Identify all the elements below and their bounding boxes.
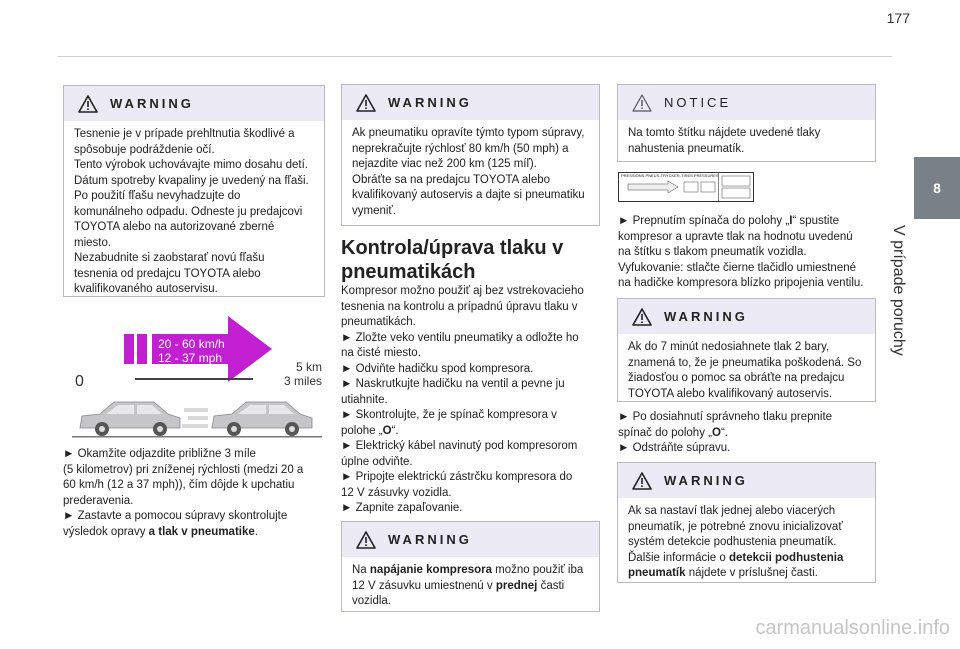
warning-triangle-icon bbox=[632, 472, 652, 490]
warning-title: WARNING bbox=[110, 96, 194, 111]
warning-box-sealant bbox=[63, 85, 325, 297]
page-number: 177 bbox=[886, 10, 910, 26]
tyre-pressure-label-image: PRESSIONS PNEUS-TRÝCKER-TIRES PRESSURES bbox=[618, 172, 754, 202]
warning-box-tpms bbox=[617, 462, 876, 583]
chapter-number: 8 bbox=[933, 180, 941, 196]
warning-text: Tesnenie je v prípade prehltnutia škodlivé a spôsobuje podráždenie očí. Tento výrobok uchovávajte mimo dosahu detí. Dátum spotreby kvapaliny je uvedený na fľaši. Po použití fľašu nevyhadzujte do komunálneho odpadu. Odneste ju predajcovi TOYOTA alebo na autorizované zberné miesto. Nezabudnite si zaobstarať novú fľašu tesnenia od predajcu TOYOTA alebo kvalifikovaného autoservisu. bbox=[74, 128, 309, 295]
start-distance-label: 0 bbox=[75, 373, 84, 390]
notice-text: Na tomto štítku nájdete uvedené tlaky nahustenia pneumatík. bbox=[628, 127, 821, 155]
warning-triangle-icon bbox=[356, 94, 376, 112]
distance-km-label: 5 km bbox=[295, 360, 322, 374]
warning-title: WARNING bbox=[664, 309, 748, 324]
warning-triangle-icon bbox=[632, 308, 652, 326]
warning-title: WARNING bbox=[664, 473, 748, 488]
speed-mph-label: 12 - 37 mph bbox=[158, 351, 223, 365]
drive-instructions: ► Okamžite odjazdite približne 3 míle (5 kilometrov) pri zníženej rýchlosti (medzi 20 a 60 km/h (12 a 37 mph)), čím dôjde k upchatiu prederavenia. ► Zastavte a pomocou súpravy skontrolujte výsledok opravy a tlak v pneumatike. bbox=[63, 448, 304, 538]
distance-miles-label: 3 miles bbox=[283, 374, 322, 388]
warning-text: Ak pneumatiku opravíte týmto typom súpravy, neprekračujte rýchlosť 80 km/h (50 mph) a nejazdite viac než 200 km (125 míľ). Obráťte sa na predajcu TOYOTA alebo kvalifikovaný autoservis a dajte si pneumatiku vymeniť. bbox=[352, 127, 585, 217]
chapter-title: V prípade poruchy bbox=[890, 225, 907, 356]
speed-kmh-label: 20 - 60 km/h bbox=[158, 337, 225, 351]
pressure-check-steps: Kompresor možno použiť aj bez vstrekovacieho tesnenia na kontrolu a prípadnú úpravu tlaku v pneumatikách. ► Zložte veko ventilu pneumatiky a odložte ho na čisté miesto. ► Odviňte hadičku spod kompresora. ► Naskrutkujte hadičku na ventil a pevne ju utiahnite. ► Skontrolujte, že je spínač kompresora v polohe „O“. ► Elektrický kábel navinutý pod kompresorom úplne odviňte. ► Pripojte elektrickú zástrčku kompresora do 12 V zásuvky vozidla. ► Zapnite zapaľovanie. bbox=[341, 285, 584, 514]
watermark: carmanualsonline.info bbox=[755, 617, 950, 639]
warning-box-speed-limit bbox=[341, 84, 600, 226]
chapter-tab[interactable] bbox=[914, 157, 960, 219]
warning-triangle-icon bbox=[78, 95, 98, 113]
compressor-steps: ► Prepnutím spínača do polohy „I“ spustite kompresor a upravte tlak na hodnotu uvedenú na štítku s tlakom pneumatík vozidla. Vyfukovanie: stlačte čierne tlačidlo umiestnené na hadičke kompresora blízko pripojenia ventilu. bbox=[618, 215, 864, 289]
warning-title: WARNING bbox=[388, 95, 472, 110]
header-divider bbox=[58, 56, 892, 57]
warning-header bbox=[618, 299, 875, 334]
warning-text: Ak sa nastaví tlak jednej alebo viacerých pneumatík, je potrebné znovu inicializovať systém detekcie podhustenia pneumatík. Ďalšie informácie o detekcii podhustenia pneumatík nájdete v príslušnej časti. bbox=[628, 505, 844, 579]
warning-text: Na napájanie kompresora možno použiť iba 12 V zásuvku umiestnenú v prednej časti vozidla. bbox=[352, 564, 584, 607]
notice-box bbox=[617, 84, 876, 162]
notice-triangle-icon bbox=[632, 94, 652, 112]
section-heading: Kontrola/úprava tlaku v pneumatikách bbox=[341, 237, 564, 283]
warning-box-power-socket bbox=[341, 521, 600, 612]
notice-header bbox=[618, 85, 875, 120]
driving-cars-illustration bbox=[72, 392, 322, 440]
warning-header bbox=[64, 86, 324, 121]
finish-steps: ► Po dosiahnutí správneho tlaku prepnite spínač do polohy „O“. ► Odstráňte súpravu. bbox=[618, 411, 833, 454]
notice-title: NOTICE bbox=[664, 95, 732, 110]
warning-header bbox=[618, 463, 875, 498]
warning-header bbox=[342, 522, 599, 557]
warning-triangle-icon bbox=[356, 531, 376, 549]
warning-header bbox=[342, 85, 599, 120]
warning-title: WARNING bbox=[388, 532, 472, 547]
warning-box-pressure bbox=[617, 298, 876, 402]
warning-text: Ak do 7 minút nedosiahnete tlak 2 bary, znamená to, že je pneumatika poškodená. So žiadosťou o pomoc sa obráťte na predajcu TOYOTA alebo kvalifikovaný autoservis. bbox=[628, 341, 862, 400]
